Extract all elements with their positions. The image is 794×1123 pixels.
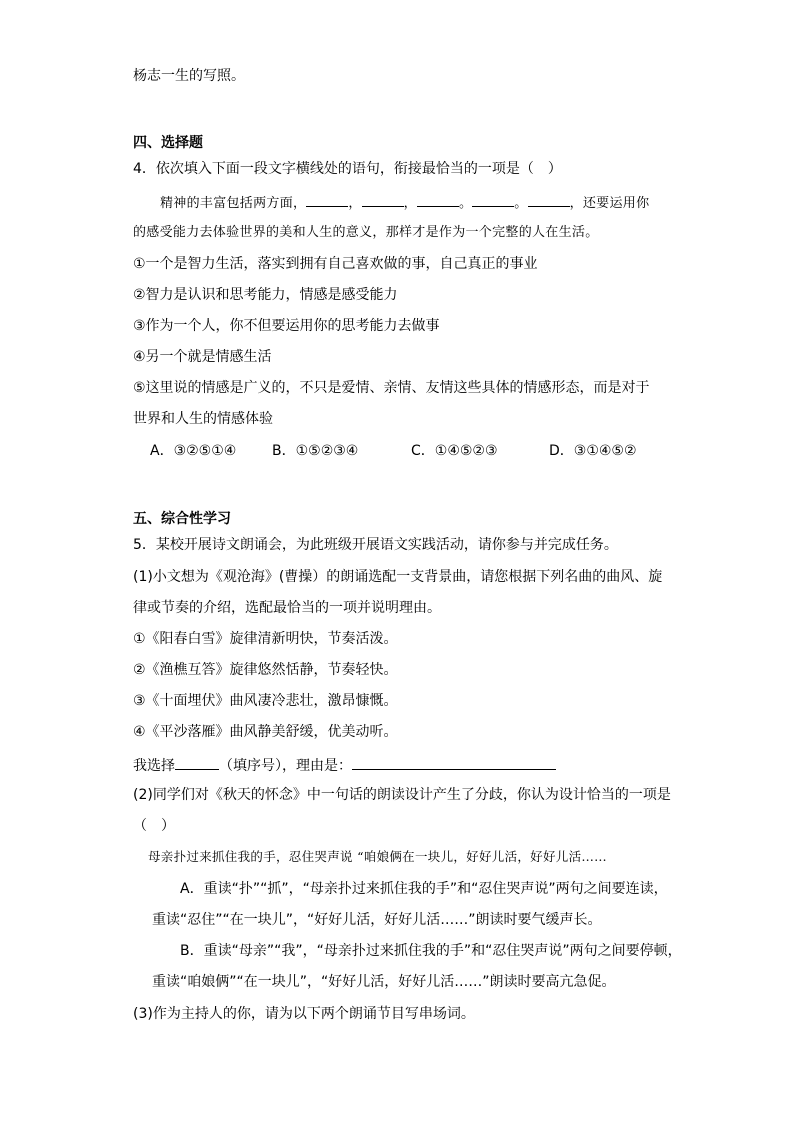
sub1-line-2: 律或节奏的介绍，选配最恰当的一项并说明理由。: [133, 600, 441, 616]
blank-5: [528, 192, 570, 207]
item-4: ④另一个就是情感生活: [133, 349, 272, 365]
question-5: 5．某校开展诗文朗诵会，为此班级开展语文实践活动，请你参与并完成任务。: [133, 537, 618, 553]
passage-suffix: 还要运用你: [582, 196, 650, 211]
sub1-line-1: (1)小文想为《观沧海》(曹操）的朗诵选配一支背景曲，请您根据下列名曲的曲风、旋: [133, 569, 663, 585]
passage-line-1: [160, 192, 649, 213]
item-3: ③作为一个人，你不但要运用你的思考能力去做事: [133, 318, 440, 334]
blank-2: [362, 192, 404, 207]
music-3: ③《十面埋伏》曲风凄冷悲壮，激昂慷慨。: [133, 693, 398, 709]
sub3: (3)作为主持人的你，请为以下两个朗诵节目写串场词。: [133, 1006, 475, 1022]
top-line: 杨志一生的写照。: [133, 68, 245, 84]
option-d: D．③①④⑤②: [549, 443, 637, 459]
sub2-line-1: (2)同学们对《秋天的怀念》中一句话的朗读设计产生了分歧，你认为设计恰当的一项是: [133, 787, 671, 803]
sub2-line-2: （ ）: [133, 818, 175, 834]
option-b: B．①⑤②③④: [272, 443, 359, 459]
option-b-line-1: B．重读“母亲”“我”，“母亲扑过来抓住我的手”和“忍住哭声说”两句之间要停顿，: [180, 943, 682, 959]
choose-prefix: 我选择: [133, 758, 175, 774]
option-a-line-2: 重读“忍住”“在一块儿”，“好好儿活，好好儿活……”朗读时要气缓声长。: [152, 912, 602, 928]
music-4: ④《平沙落雁》曲风静美舒缓，优美动听。: [133, 724, 398, 740]
sep-4: 。: [514, 196, 528, 211]
sep-2: ，: [403, 196, 417, 211]
question-4: 4．依次填入下面一段文字横线处的语句，衔接最恰当的一项是（ ）: [133, 161, 562, 177]
option-a-line-1: A．重读“扑”“抓”，“母亲扑过来抓住我的手”和“忍住哭声说”两句之间要连读，: [180, 881, 668, 897]
sep-1: ，: [348, 196, 362, 211]
music-1: ①《阳春白雪》旋律清新明快，节奏活泼。: [133, 631, 398, 647]
item-5: ⑤这里说的情感是广义的，不只是爱情、亲情、友情这些具体的情感形态，而是对于: [133, 380, 650, 396]
choose-line: [133, 755, 556, 775]
blank-3: [417, 192, 459, 207]
passage-prefix: 精神的丰富包括两方面，: [160, 196, 307, 211]
quote-line: 母亲扑过来抓住我的手，忍住哭声说 “咱娘俩在一块儿，好好儿活，好好儿活……: [148, 849, 607, 864]
choose-mid: （填序号），理由是：: [219, 758, 352, 774]
item-1: ①一个是智力生活，落实到拥有自己喜欢做的事，自己真正的事业: [133, 256, 538, 272]
option-a: A．③②⑤①④: [150, 443, 237, 459]
item-2: ②智力是认识和思考能力，情感是感受能力: [133, 287, 398, 303]
section5-heading: 五、综合性学习: [133, 511, 231, 527]
item-5-cont: 世界和人生的情感体验: [133, 411, 273, 427]
sep-5: ，: [569, 196, 583, 211]
blank-1: [306, 192, 348, 207]
choose-number-blank[interactable]: [175, 755, 219, 770]
sep-3: 。: [458, 196, 473, 211]
blank-4: [472, 192, 514, 207]
option-c: C．①④⑤②③: [411, 443, 498, 459]
section4-heading: 四、选择题: [133, 135, 203, 151]
passage-line-2: 的感受能力去体验世界的美和人生的意义，那样才是作为一个完整的人在生活。: [133, 225, 599, 240]
reason-blank[interactable]: [352, 755, 556, 770]
option-b-line-2: 重读“咱娘俩”“在一块儿”，“好好儿活，好好儿活……”朗读时要高亢急促。: [152, 974, 616, 990]
music-2: ②《渔樵互答》旋律悠然恬静，节奏轻快。: [133, 662, 398, 678]
